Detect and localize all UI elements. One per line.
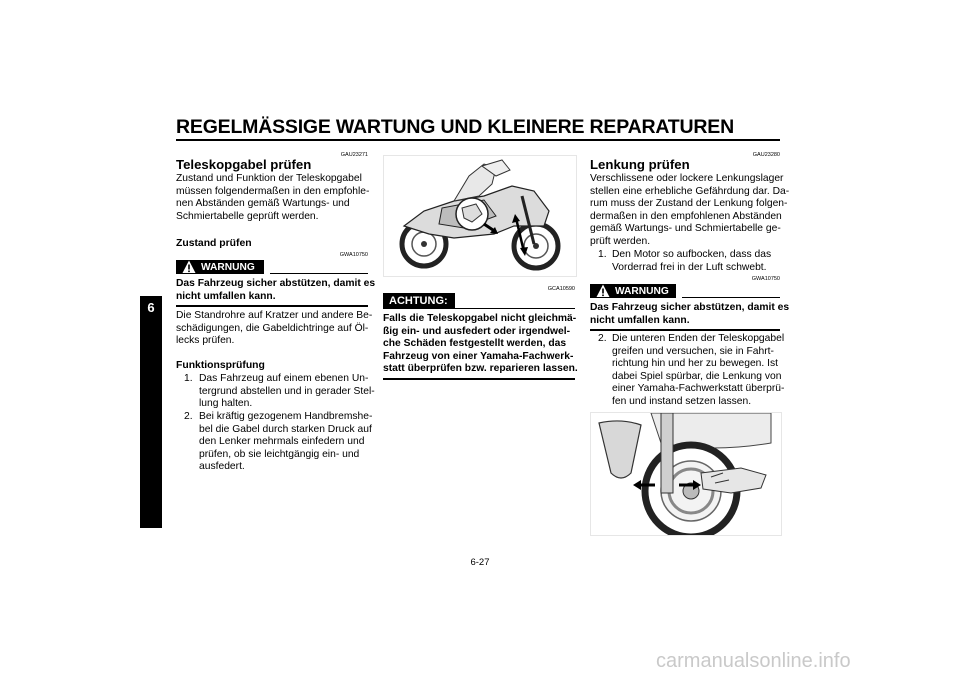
caution-end-rule xyxy=(383,378,575,380)
step-num: 2. xyxy=(184,411,193,422)
step-num: 1. xyxy=(598,249,607,260)
step-2 xyxy=(199,411,372,474)
text-line: ausfedert. xyxy=(199,461,245,473)
page-title: REGELMÄSSIGE WARTUNG UND KLEINERE REPARATUREN xyxy=(176,116,734,138)
warning-label: WARNUNG xyxy=(201,261,255,273)
warning-rule xyxy=(682,297,780,298)
warning-triangle-icon xyxy=(596,284,610,298)
text-line: lecks prüfen. xyxy=(176,335,235,347)
text-line: Das Fahrzeug sicher abstützen, damit es xyxy=(176,278,376,289)
text-line: dabei Spiel spürbar, die Lenkung von xyxy=(612,370,782,382)
text-line: müssen folgendermaßen in den empfohle- xyxy=(176,185,370,197)
warning-end-rule xyxy=(176,305,368,307)
motorcycle-fork-illustration xyxy=(383,155,577,277)
text-line: ßig ein- und ausfedert oder irgendwel- xyxy=(383,325,571,337)
caution-rule xyxy=(455,308,575,309)
warning-text xyxy=(176,278,375,303)
text-line: den Lenker mehrmals einfedern und xyxy=(199,436,365,448)
caution-text xyxy=(383,313,578,376)
text-line: fen und instand setzen lassen. xyxy=(612,395,752,407)
section-heading-steering: Lenkung prüfen xyxy=(590,157,690,172)
warning-badge xyxy=(176,260,264,274)
step-1 xyxy=(199,373,375,411)
text-line: prüft werden. xyxy=(590,235,651,247)
title-rule xyxy=(176,139,780,141)
warning-triangle-icon xyxy=(182,260,196,274)
warning-code: GWA10750 xyxy=(339,252,368,258)
text-line: Zustand und Funktion der Teleskopgabel xyxy=(176,173,362,184)
text-line: Das Fahrzeug auf einem ebenen Un- xyxy=(199,373,369,384)
front-wheel-image xyxy=(591,413,781,535)
text-line: nen Abständen gemäß Wartungs- und xyxy=(176,198,350,210)
section-code: GAU23271 xyxy=(340,152,368,158)
motorcycle-image xyxy=(384,156,576,276)
watermark: carmanualsonline.info xyxy=(656,650,851,672)
text-line: Falls die Teleskopgabel nicht gleichmä- xyxy=(383,313,577,324)
text-line: Die unteren Enden der Teleskopgabel xyxy=(612,333,785,344)
fork-intro xyxy=(176,173,369,223)
text-line: einer Yamaha-Fachwerkstatt überprü- xyxy=(612,383,785,395)
warning-label: WARNUNG xyxy=(615,285,669,297)
warning-rule xyxy=(270,273,368,274)
caution-label: ACHTUNG: xyxy=(389,295,448,307)
steering-step-2 xyxy=(612,333,784,409)
front-wheel-illustration xyxy=(590,412,782,536)
text-line: lung halten. xyxy=(199,398,253,410)
section-heading-fork: Teleskopgabel prüfen xyxy=(176,157,312,172)
step-num: 2. xyxy=(598,333,607,344)
text-line: nicht umfallen kann. xyxy=(176,290,276,302)
warning-badge xyxy=(590,284,676,298)
steering-step-1 xyxy=(612,249,771,274)
condition-text xyxy=(176,310,372,348)
text-line: Das Fahrzeug sicher abstützen, damit es xyxy=(590,302,790,313)
chapter-tab xyxy=(140,296,162,528)
text-line: gemäß Wartungs- und Schmiertabelle ge- xyxy=(590,223,781,235)
subheading-function: Funktionsprüfung xyxy=(176,360,265,371)
section-code: GAU23280 xyxy=(752,152,780,158)
subheading-condition: Zustand prüfen xyxy=(176,238,252,249)
text-line: greifen und versuchen, sie in Fahrt- xyxy=(612,345,774,357)
text-line: Den Motor so aufbocken, dass das xyxy=(612,249,772,260)
text-line: Schmiertabelle geprüft werden. xyxy=(176,210,319,222)
caution-code: GCA10590 xyxy=(547,286,575,292)
warning-code: GWA10750 xyxy=(751,276,780,282)
chapter-number: 6 xyxy=(147,300,155,315)
steering-intro xyxy=(590,173,789,249)
text-line: schädigungen, die Gabeldichtringe auf Öl- xyxy=(176,322,369,334)
text-line: bel die Gabel durch starken Druck auf xyxy=(199,423,372,435)
page-number: 6-27 xyxy=(470,557,490,568)
warning-end-rule xyxy=(590,329,780,331)
text-line: nicht umfallen kann. xyxy=(590,314,690,326)
text-line: richtung hin und her zu bewegen. Ist xyxy=(612,358,779,370)
text-line: rum muss der Zustand der Lenkung folgen- xyxy=(590,198,788,210)
text-line: che Schäden festgestellt werden, das xyxy=(383,338,567,350)
caution-badge xyxy=(383,293,455,309)
text-line: tergrund abstellen und in gerader Stel- xyxy=(199,385,375,397)
text-line: Vorderrad frei in der Luft schwebt. xyxy=(612,261,767,273)
text-line: prüfen, ob sie leichtgängig ein- und xyxy=(199,448,360,460)
text-line: stellen eine erhebliche Gefährdung dar. Da- xyxy=(590,185,790,197)
step-num: 1. xyxy=(184,373,193,384)
text-line: dermaßen in den empfohlenen Abständen xyxy=(590,210,782,222)
text-line: Bei kräftig gezogenem Handbremshe- xyxy=(199,411,373,422)
warning-text xyxy=(590,302,789,327)
text-line: Verschlissene oder lockere Lenkungslager xyxy=(590,173,784,184)
text-line: statt überprüfen bzw. reparieren lassen. xyxy=(383,363,578,375)
text-line: Die Standrohre auf Kratzer und andere Be- xyxy=(176,310,373,321)
text-line: Fahrzeug von einer Yamaha-Fachwerk- xyxy=(383,350,574,362)
